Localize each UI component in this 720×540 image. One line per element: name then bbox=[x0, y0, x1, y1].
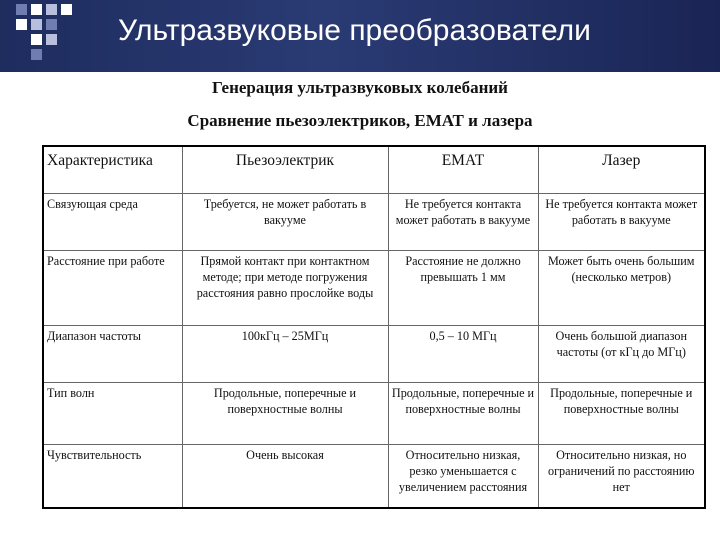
row-label: Тип волн bbox=[43, 383, 182, 445]
table-row bbox=[43, 251, 705, 326]
table-cell: Очень большой диапазон частоты (от кГц до МГц) bbox=[538, 326, 705, 383]
table-cell: Очень высокая bbox=[182, 445, 388, 509]
table-cell: Расстояние не должно превышать 1 мм bbox=[388, 251, 538, 326]
table-cell: Не требуется контакта может работать в вакууме bbox=[388, 194, 538, 251]
slide-title: Ультразвуковые преобразователи bbox=[118, 14, 591, 47]
table-cell: Продольные, поперечные и поверхностные волны bbox=[182, 383, 388, 445]
row-label: Расстояние при работе bbox=[43, 251, 182, 326]
table-row bbox=[43, 194, 705, 251]
table-cell: Может быть очень большим (несколько метров) bbox=[538, 251, 705, 326]
column-header: ЕМАТ bbox=[388, 146, 538, 194]
row-label: Связующая среда bbox=[43, 194, 182, 251]
table-cell: Относительно низкая, резко уменьшается с увеличением расстояния bbox=[388, 445, 538, 509]
table-row bbox=[43, 445, 705, 509]
column-header: Характеристика bbox=[43, 146, 182, 194]
table-cell: 100кГц – 25МГц bbox=[182, 326, 388, 383]
table-cell: Продольные, поперечные и поверхностные волны bbox=[388, 383, 538, 445]
table-header-row bbox=[43, 146, 705, 194]
comparison-table bbox=[42, 145, 706, 509]
column-header: Пьезоэлектрик bbox=[182, 146, 388, 194]
row-label: Чувствительность bbox=[43, 445, 182, 509]
table-cell: Требуется, не может работать в вакууме bbox=[182, 194, 388, 251]
table-cell: Продольные, поперечные и поверхностные волны bbox=[538, 383, 705, 445]
table-cell: Не требуется контакта может работать в вакууме bbox=[538, 194, 705, 251]
row-label: Диапазон частоты bbox=[43, 326, 182, 383]
table-cell: Прямой контакт при контактном методе; при методе погружения расстояния равно прослойке воды bbox=[182, 251, 388, 326]
table-cell: Относительно низкая, но ограничений по расстоянию нет bbox=[538, 445, 705, 509]
table-cell: 0,5 – 10 МГц bbox=[388, 326, 538, 383]
table-row bbox=[43, 326, 705, 383]
slide-header bbox=[0, 0, 720, 72]
subtitle-comparison: Сравнение пьезоэлектриков, ЕМАТ и лазера bbox=[187, 111, 533, 130]
table-row bbox=[43, 383, 705, 445]
column-header: Лазер bbox=[538, 146, 705, 194]
subtitle-generation: Генерация ультразвуковых колебаний bbox=[212, 78, 508, 97]
